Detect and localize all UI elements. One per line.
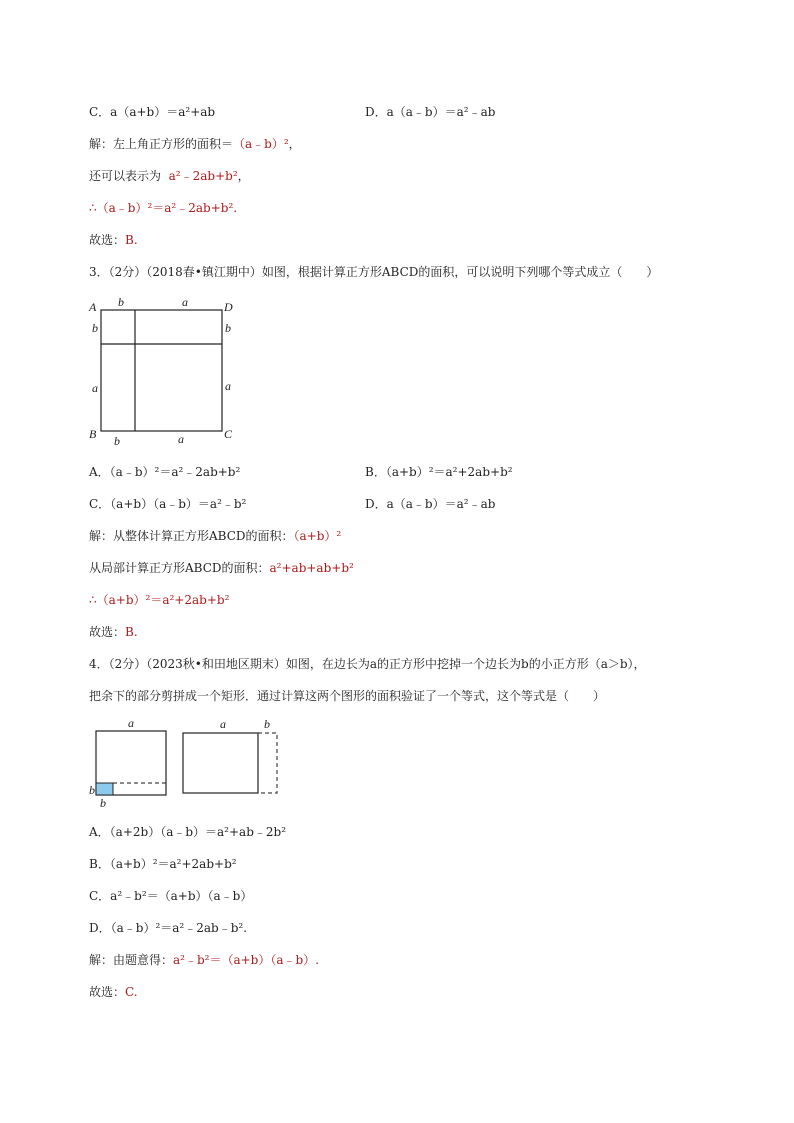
q4-solution <box>89 952 319 968</box>
q3-solution1-prefix: 解：从整体计算正方形ABCD的面积： <box>89 529 294 543</box>
q4-figure <box>86 712 286 812</box>
q2-solution-end: ， <box>288 137 301 151</box>
label-top-b: b <box>118 295 124 309</box>
q3-stem: 3．（2分）（2018春•镇江期中）如图，根据计算正方形ABCD的面积，可以说明下列哪个等式成立（ ） <box>89 265 659 279</box>
q3-option-b: B．（a+b）²＝a²+2ab+b² <box>365 465 513 479</box>
q3-option-c: C．（a+b）（a﹣b）＝a²﹣b² <box>89 497 247 511</box>
q2-option-c: C．a（a+b）＝a²+ab <box>89 105 216 119</box>
q2-answer <box>89 232 138 248</box>
q4-answer-value: C. <box>125 985 138 999</box>
q4-answer <box>89 984 138 1000</box>
label-right-a: a <box>225 379 231 393</box>
q4-option-b: B．（a+b）²＝a²+2ab+b² <box>89 857 237 871</box>
q3-therefore: ∴（a+b）²＝a²+2ab+b² <box>89 593 230 607</box>
rectangle-extension <box>258 733 277 793</box>
q2-solution-line2 <box>89 168 250 184</box>
q4-left-top-a: a <box>128 716 134 730</box>
q4-stem-line1: 4．（2分）（2023秋•和田地区期末）如图，在边长为a的正方形中挖掉一个边长为b的小正方形（a＞b）， <box>89 657 646 671</box>
q2-alt-prefix: 还可以表示为 <box>89 169 162 183</box>
q2-alt-value: a²﹣2ab+b² <box>168 169 238 183</box>
q3-solution1-value: （a+b）² <box>293 529 342 543</box>
q2-alt-end: ， <box>237 169 250 183</box>
q3-solution-line1 <box>89 528 341 544</box>
q4-right-top-a: a <box>220 717 226 731</box>
q4-left-side-b: b <box>89 783 95 797</box>
vertex-a: A <box>89 300 97 314</box>
vertex-b: B <box>89 427 97 441</box>
q4-option-a: A．（a+2b）（a﹣b）＝a²+ab﹣2b² <box>89 825 287 839</box>
q3-option-a: A．（a﹣b）²＝a²﹣2ab+b² <box>89 465 241 479</box>
q2-answer-prefix: 故选： <box>89 233 126 247</box>
q4-option-d: D．（a﹣b）²＝a²﹣2ab﹣b². <box>89 921 248 935</box>
label-top-a: a <box>182 295 188 309</box>
q4-option-c: C．a²﹣b²＝（a+b）（a﹣b） <box>89 889 253 903</box>
q4-solution-prefix: 解：由题意得： <box>89 953 174 967</box>
q4-answer-prefix: 故选： <box>89 985 126 999</box>
label-left-b: b <box>92 321 98 335</box>
label-right-b: b <box>225 321 231 335</box>
rectangle <box>183 733 258 793</box>
q3-answer-value: B. <box>125 625 138 639</box>
q3-square-figure <box>86 294 246 450</box>
q4-solution-value: a²﹣b²＝（a+b）（a﹣b）. <box>173 953 320 967</box>
vertex-d: D <box>224 300 233 314</box>
vertex-c: C <box>224 427 233 441</box>
small-square-cutout <box>96 783 113 795</box>
q4-stem-line2: 把余下的部分剪拼成一个矩形．通过计算这两个图形的面积验证了一个等式，这个等式是（ ） <box>89 689 606 703</box>
q2-solution-value: （a﹣b）² <box>233 137 289 151</box>
q3-answer <box>89 624 138 640</box>
q2-therefore: ∴（a﹣b）²＝a²﹣2ab+b². <box>89 201 238 215</box>
square-abcd <box>101 310 222 431</box>
q4-right-side-b: b <box>264 717 270 731</box>
q3-solution2-value: a²+ab+ab+b² <box>269 561 354 575</box>
q3-option-d: D．a（a﹣b）＝a²﹣ab <box>365 497 496 511</box>
q2-answer-value: B. <box>125 233 138 247</box>
q3-solution2-prefix: 从局部计算正方形ABCD的面积： <box>89 561 270 575</box>
q4-left-bottom-b: b <box>100 796 106 810</box>
q3-solution-line2 <box>89 560 354 576</box>
q2-option-d: D．a（a﹣b）＝a²﹣ab <box>365 105 496 119</box>
q2-solution-line1 <box>89 136 301 152</box>
q2-solution-prefix: 解：左上角正方形的面积＝ <box>89 137 234 151</box>
q3-answer-prefix: 故选： <box>89 625 126 639</box>
label-bottom-b: b <box>114 434 120 448</box>
label-bottom-a: a <box>178 432 184 446</box>
label-left-a: a <box>92 381 98 395</box>
